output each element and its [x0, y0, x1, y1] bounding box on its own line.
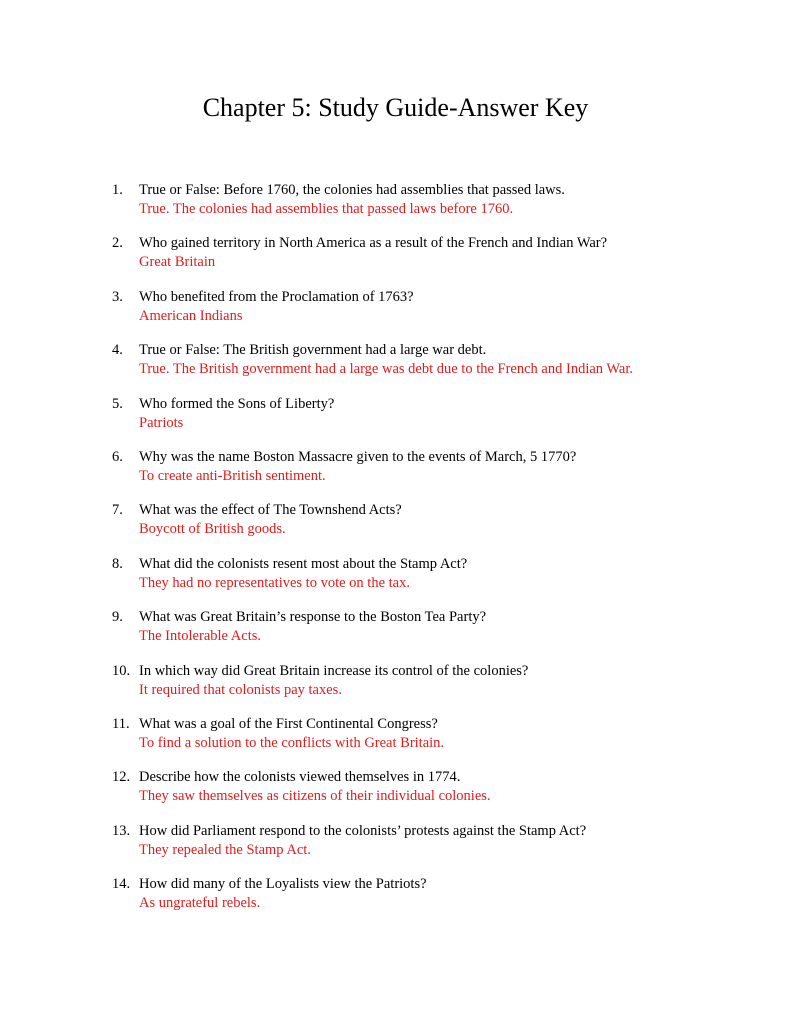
question-number: 2.	[112, 235, 123, 252]
question-number: 14.	[112, 876, 131, 893]
question-number: 10.	[112, 662, 131, 679]
question-number: 3.	[112, 288, 123, 305]
list-item	[112, 448, 752, 501]
question-list	[112, 181, 752, 928]
question-number: 1.	[112, 182, 123, 198]
list-item	[112, 608, 752, 661]
question-number: 7.	[112, 502, 123, 519]
question-text: What did the colonists resent most about the Stamp Act?	[139, 555, 468, 572]
list-item	[112, 501, 752, 554]
answer-text: Boycott of British goods.	[139, 521, 286, 538]
question-text: Why was the name Boston Massacre given to the events of March, 5 1770?	[139, 448, 577, 465]
question-number: 5.	[112, 395, 123, 412]
question-number: 8.	[112, 555, 123, 572]
list-item	[112, 181, 752, 234]
question-text: Who benefited from the Proclamation of 1763?	[139, 288, 414, 305]
list-item	[112, 822, 752, 875]
question-text: Who gained territory in North America as a result of the French and Indian War?	[139, 235, 608, 252]
list-item	[112, 288, 752, 341]
question-number: 13.	[112, 822, 131, 839]
answer-text: It required that colonists pay taxes.	[139, 681, 342, 698]
answer-text: Great Britain	[139, 254, 216, 271]
question-number: 4.	[112, 342, 123, 359]
page-title: Chapter 5: Study Guide-Answer Key	[202, 93, 589, 122]
answer-text: As ungrateful rebels.	[139, 895, 261, 912]
question-text: How did many of the Loyalists view the Patriots?	[139, 876, 427, 893]
list-item	[112, 341, 752, 394]
answer-text: They repealed the Stamp Act.	[139, 841, 311, 858]
list-item	[112, 395, 752, 448]
question-number: 6.	[112, 448, 123, 465]
list-item	[112, 662, 752, 715]
question-text: What was the effect of The Townshend Acts?	[139, 502, 402, 519]
answer-text: True. The colonies had assemblies that passed laws before 1760.	[139, 201, 514, 217]
question-text: Describe how the colonists viewed themselves in 1774.	[139, 769, 461, 786]
question-text: What was Great Britain’s response to the Boston Tea Party?	[139, 609, 487, 626]
question-text: True or False: Before 1760, the colonies had assemblies that passed laws.	[139, 182, 565, 198]
question-text: Who formed the Sons of Liberty?	[139, 395, 335, 412]
question-number: 12.	[112, 769, 131, 786]
answer-text: They saw themselves as citizens of their individual colonies.	[139, 788, 491, 805]
question-text: In which way did Great Britain increase its control of the colonies?	[139, 662, 529, 679]
answer-text: To find a solution to the conflicts with Great Britain.	[139, 734, 445, 751]
list-item	[112, 875, 752, 928]
answer-text: True. The British government had a large was debt due to the French and Indian War.	[139, 361, 634, 378]
answer-text: To create anti-British sentiment.	[139, 467, 326, 484]
question-text: True or False: The British government had a large war debt.	[139, 342, 487, 359]
list-item	[112, 715, 752, 768]
question-text: How did Parliament respond to the colonists’ protests against the Stamp Act?	[139, 822, 587, 839]
answer-text: Patriots	[139, 414, 184, 431]
list-item	[112, 768, 752, 821]
list-item	[112, 555, 752, 608]
list-item	[112, 234, 752, 287]
answer-text: American Indians	[139, 307, 243, 324]
answer-text: They had no representatives to vote on the tax.	[139, 574, 410, 591]
question-number: 9.	[112, 609, 123, 626]
question-number: 11.	[112, 715, 130, 732]
answer-text: The Intolerable Acts.	[139, 628, 261, 645]
question-text: What was a goal of the First Continental Congress?	[139, 715, 438, 732]
